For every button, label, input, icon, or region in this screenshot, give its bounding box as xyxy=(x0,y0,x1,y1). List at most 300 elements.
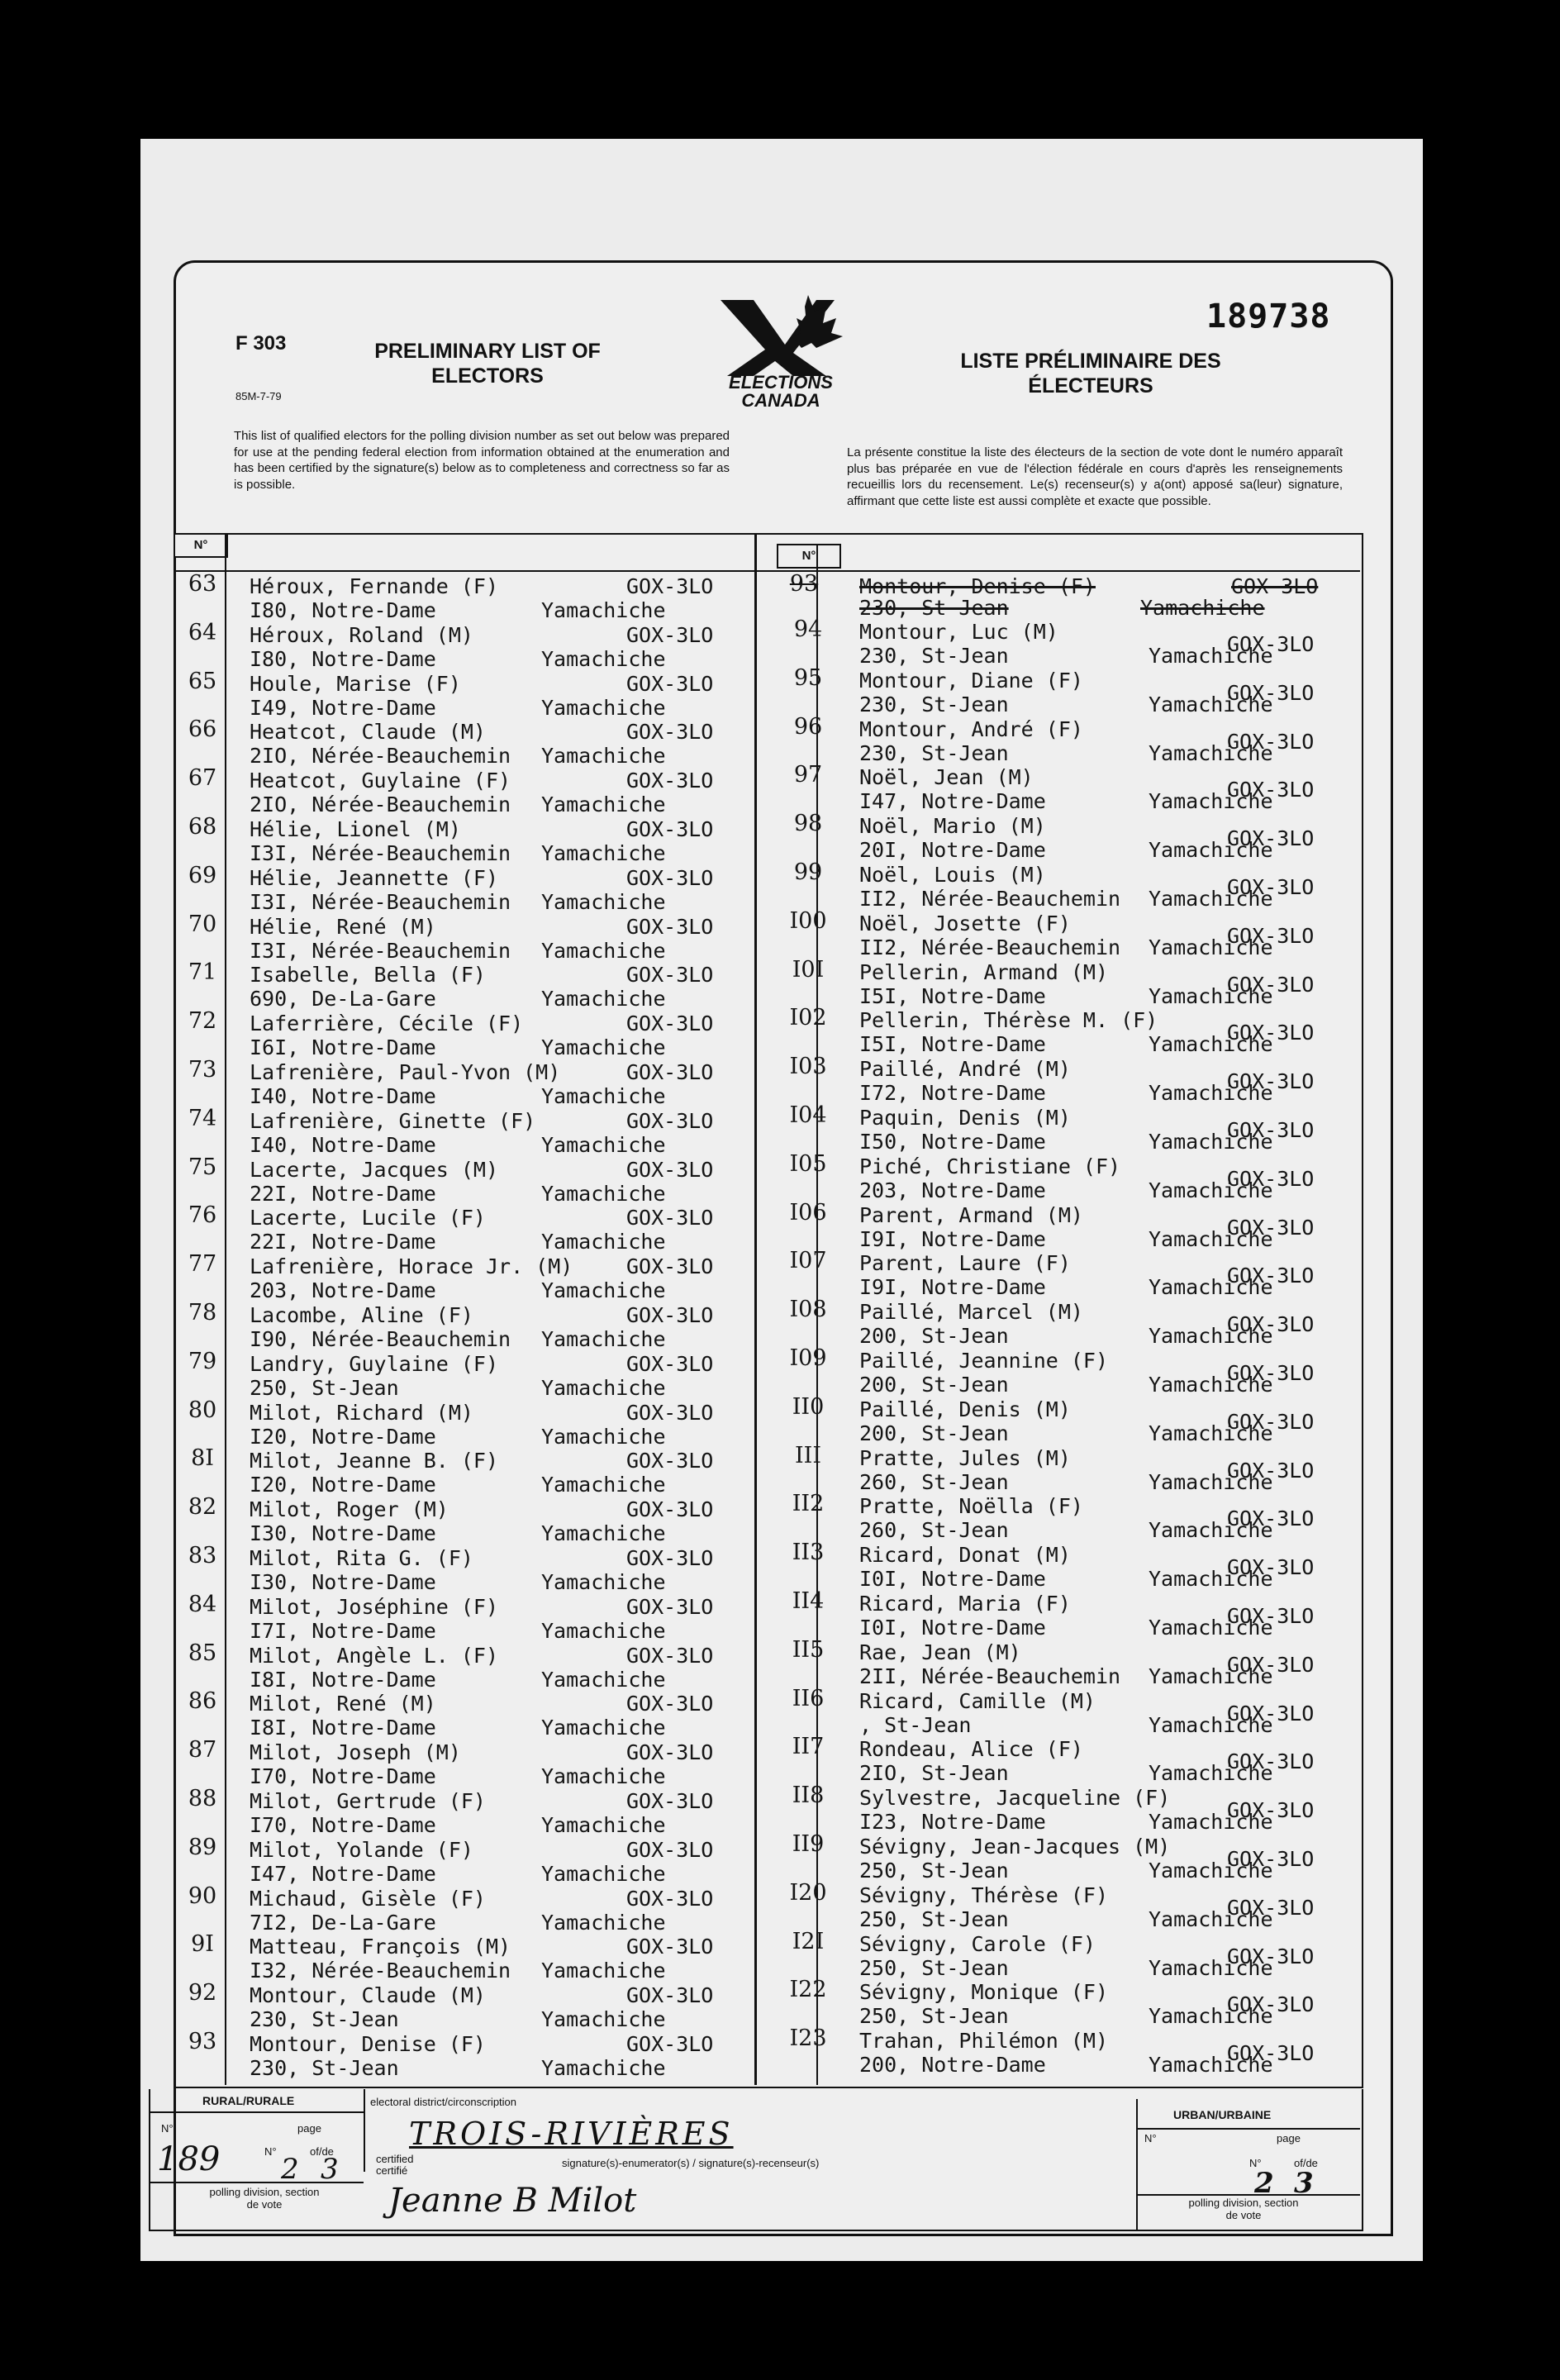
entry-number: II3 xyxy=(792,1540,825,1566)
urban-label: URBAN/URBAINE xyxy=(1173,2108,1272,2121)
street-address: , St-Jean xyxy=(859,1712,972,1737)
entry-number: I07 xyxy=(789,1248,827,1274)
street-address: I49, Notre-Dame xyxy=(250,695,436,720)
postal-code: GOX-3LO xyxy=(626,1594,714,1619)
elector-name: Montour, Luc (M) xyxy=(859,620,1058,644)
street-address: I70, Notre-Dame xyxy=(250,1764,436,1789)
postal-code: GOX-3LO xyxy=(1227,778,1315,802)
footer-rural-divider xyxy=(364,2089,365,2172)
entry-number: I2I xyxy=(792,1928,825,1954)
town: Yamachiche xyxy=(541,744,666,769)
street-address: I90, Nérée-Beauchemin xyxy=(250,1327,511,1351)
postal-code: GOX-3LO xyxy=(626,1497,714,1522)
town: Yamachiche xyxy=(541,987,666,1011)
elector-name: Ricard, Camille (M) xyxy=(859,1688,1096,1713)
street-address: I47, Notre-Dame xyxy=(250,1861,436,1886)
elector-name: Milot, Joseph (M) xyxy=(250,1740,461,1765)
elector-name: Lacombe, Aline (F) xyxy=(250,1303,473,1327)
street-address: I9I, Notre-Dame xyxy=(859,1275,1046,1300)
street-address: 690, De-La-Gare xyxy=(250,987,436,1011)
postal-code: GOX-3LO xyxy=(626,1740,714,1765)
district-handwritten: TROIS-RIVIÈRES xyxy=(409,2116,734,2152)
left-no-header: N° xyxy=(174,533,228,558)
postal-code: GOX-3LO xyxy=(626,2032,714,2056)
right-no-header: N° xyxy=(777,544,841,569)
town: Yamachiche xyxy=(541,1667,666,1692)
entry-number: I02 xyxy=(789,1005,827,1031)
town: Yamachiche xyxy=(541,1327,666,1351)
urban-of-label: of/de xyxy=(1294,2157,1318,2169)
elector-name: Trahan, Philémon (M) xyxy=(859,2029,1109,2054)
postal-code: GOX-3LO xyxy=(626,1449,714,1473)
elector-name: Montour, André (F) xyxy=(859,716,1083,741)
street-address: I40, Notre-Dame xyxy=(250,1084,436,1108)
postal-code: GOX-3LO xyxy=(1227,1847,1315,1871)
center-divider xyxy=(754,533,757,2085)
elector-name: Milot, Angèle L. (F) xyxy=(250,1643,499,1668)
entry-number: 72 xyxy=(188,1008,217,1035)
postal-code: GOX-3LO xyxy=(626,720,714,745)
street-address: 230, St-Jean xyxy=(250,2007,399,2032)
street-address: 203, Notre-Dame xyxy=(859,1178,1046,1202)
elector-name: Sévigny, Carole (F) xyxy=(859,1931,1096,1956)
street-address: I70, Notre-Dame xyxy=(250,1813,436,1837)
postal-code: GOX-3LO xyxy=(1227,2041,1315,2066)
entry-number: 63 xyxy=(188,571,217,597)
town: Yamachiche xyxy=(1149,1761,1273,1786)
urban-page-of: 3 xyxy=(1294,2167,1314,2200)
street-address: 250, St-Jean xyxy=(859,1859,1009,1883)
town: Yamachiche xyxy=(1149,1178,1273,1202)
entry-number: 75 xyxy=(188,1154,217,1180)
entry-number: II8 xyxy=(792,1783,825,1809)
entry-number: 93 xyxy=(188,2029,217,2054)
town: Yamachiche xyxy=(1149,789,1273,814)
elector-name: Rae, Jean (M) xyxy=(859,1640,1021,1664)
entry-number: 9I xyxy=(191,1931,214,1958)
rural-polling-number: 189 xyxy=(157,2140,221,2178)
postal-code: GOX-3LO xyxy=(1227,1604,1315,1628)
elector-name: Paillé, Marcel (M) xyxy=(859,1300,1083,1325)
postal-code: GOX-3LO xyxy=(626,1643,714,1668)
street-address: 203, Notre-Dame xyxy=(250,1278,436,1303)
street-address: 200, St-Jean xyxy=(859,1324,1009,1349)
rural-page-label: page xyxy=(297,2122,321,2135)
town: Yamachiche xyxy=(541,1716,666,1740)
postal-code: GOX-3LO xyxy=(1227,1992,1315,2017)
postal-code: GOX-3LO xyxy=(626,914,714,939)
urban-page-no-label: N° xyxy=(1249,2157,1262,2169)
street-address: 200, St-Jean xyxy=(859,1421,1009,1445)
entry-number: 76 xyxy=(188,1202,217,1229)
street-address: II2, Nérée-Beauchemin xyxy=(859,887,1121,911)
elector-name: Parent, Armand (M) xyxy=(859,1202,1083,1227)
entry-number: 98 xyxy=(793,811,823,837)
postal-code: GOX-3LO xyxy=(1227,1749,1315,1774)
town: Yamachiche xyxy=(1149,1810,1273,1835)
town: Yamachiche xyxy=(541,1084,666,1108)
street-address: I20, Notre-Dame xyxy=(250,1473,436,1497)
entry-number: 99 xyxy=(793,859,823,885)
entry-number: II4 xyxy=(792,1588,825,1614)
postal-code: GOX-3LO xyxy=(1227,1798,1315,1823)
entry-number: 97 xyxy=(793,762,823,788)
urban-no-label: N° xyxy=(1144,2132,1157,2144)
entry-number: I20 xyxy=(789,1879,827,1906)
street-address: I0I, Notre-Dame xyxy=(859,1616,1046,1640)
postal-code: GOX-3LO xyxy=(626,1837,714,1862)
elector-name: Montour, Claude (M) xyxy=(250,1983,486,2008)
postal-code: GOX-3LO xyxy=(626,1011,714,1036)
town: Yamachiche xyxy=(541,695,666,720)
street-address: 200, Notre-Dame xyxy=(859,2053,1046,2078)
entry-number: 64 xyxy=(188,619,217,645)
town: Yamachiche xyxy=(1149,935,1273,959)
town: Yamachiche xyxy=(541,2007,666,2032)
entry-number: 77 xyxy=(188,1251,217,1278)
rural-of-label: of/de xyxy=(310,2145,334,2158)
town: Yamachiche xyxy=(1149,1081,1273,1106)
town: Yamachiche xyxy=(1149,2004,1273,2029)
postal-code: GOX-3LO xyxy=(1227,1361,1315,1385)
elector-name: Isabelle, Bella (F) xyxy=(250,963,486,988)
postal-code: GOX-3LO xyxy=(1227,1215,1315,1240)
street-address: I8I, Notre-Dame xyxy=(250,1667,436,1692)
elector-name: Lafrenière, Paul-Yvon (M) xyxy=(250,1060,561,1084)
signature-label: signature(s)-enumerator(s) / signature(s)-recenseur(s) xyxy=(562,2157,820,2169)
town: Yamachiche xyxy=(541,1035,666,1060)
elector-name: Sylvestre, Jacqueline (F) xyxy=(859,1786,1171,1811)
postal-code: GOX-3LO xyxy=(1227,875,1315,899)
postal-code: GOX-3LO xyxy=(626,1108,714,1133)
town: Yamachiche xyxy=(541,1132,666,1157)
street-address: 250, St-Jean xyxy=(859,2004,1009,2029)
elector-name: Ricard, Donat (M) xyxy=(859,1543,1071,1568)
street-address: I3I, Nérée-Beauchemin xyxy=(250,841,511,865)
rural-no-label: N° xyxy=(161,2122,174,2135)
town: Yamachiche xyxy=(1149,1859,1273,1883)
town: Yamachiche xyxy=(1149,1906,1273,1931)
postal-code: GOX-3LO xyxy=(1227,826,1315,851)
postal-code: GOX-3LO xyxy=(1227,1555,1315,1580)
town: Yamachiche xyxy=(1149,1664,1273,1688)
struck-street-address: 230, St-Jean xyxy=(859,596,1009,620)
town: Yamachiche xyxy=(541,1181,666,1206)
urban-polling-label: polling division, section de vote xyxy=(1188,2197,1299,2221)
logo-text-line-1: ELECTIONS xyxy=(729,372,833,393)
street-address: 250, St-Jean xyxy=(859,1906,1009,1931)
postal-code: GOX-3LO xyxy=(626,1254,714,1279)
entry-number: 67 xyxy=(188,765,217,792)
town: Yamachiche xyxy=(1149,2053,1273,2078)
elector-name: Milot, Gertrude (F) xyxy=(250,1789,486,1813)
footer-rural-header-line xyxy=(149,2111,364,2113)
entry-number: III xyxy=(795,1442,821,1468)
postal-code: GOX-3LO xyxy=(626,963,714,988)
entry-number: 82 xyxy=(188,1494,217,1521)
elector-name: Noël, Jean (M) xyxy=(859,765,1034,790)
street-address: 230, St-Jean xyxy=(250,2056,399,2080)
elector-name: Pratte, Noëlla (F) xyxy=(859,1494,1083,1519)
street-address: 250, St-Jean xyxy=(859,1955,1009,1980)
struck-town: Yamachiche xyxy=(1140,596,1265,620)
town: Yamachiche xyxy=(1149,1226,1273,1251)
elector-name: Paillé, Denis (M) xyxy=(859,1397,1071,1421)
urban-page-number: 2 xyxy=(1254,2167,1274,2200)
rural-polling-label: polling division, section de vote xyxy=(209,2186,320,2211)
postal-code: GOX-3LO xyxy=(1227,1069,1315,1094)
town: Yamachiche xyxy=(541,1473,666,1497)
town: Yamachiche xyxy=(1149,1469,1273,1494)
entry-number: 8I xyxy=(191,1445,214,1472)
street-address: II2, Nérée-Beauchemin xyxy=(859,935,1121,959)
elector-name: Heatcot, Claude (M) xyxy=(250,720,486,745)
street-address: I0I, Notre-Dame xyxy=(859,1567,1046,1592)
entry-number: 70 xyxy=(188,911,217,937)
postal-code: GOX-3LO xyxy=(626,671,714,696)
town: Yamachiche xyxy=(1149,1324,1273,1349)
street-address: I50, Notre-Dame xyxy=(859,1130,1046,1154)
postal-code: GOX-3LO xyxy=(1227,1652,1315,1677)
elector-name: Sévigny, Jean-Jacques (M) xyxy=(859,1835,1171,1859)
elector-name: Milot, Joséphine (F) xyxy=(250,1594,499,1619)
town: Yamachiche xyxy=(541,1424,666,1449)
entry-number: 84 xyxy=(188,1591,217,1617)
entry-number: II6 xyxy=(792,1685,825,1711)
entry-number: 92 xyxy=(188,1980,217,2006)
street-address: I40, Notre-Dame xyxy=(250,1132,436,1157)
entry-number: I0I xyxy=(792,956,825,983)
street-address: I6I, Notre-Dame xyxy=(250,1035,436,1060)
town: Yamachiche xyxy=(541,938,666,963)
entry-number: 94 xyxy=(793,616,823,642)
town: Yamachiche xyxy=(1149,838,1273,863)
entry-number: 65 xyxy=(188,668,217,694)
entry-number: I09 xyxy=(789,1345,827,1371)
town: Yamachiche xyxy=(1149,1275,1273,1300)
street-address: I7I, Notre-Dame xyxy=(250,1618,436,1643)
street-address: 260, St-Jean xyxy=(859,1518,1009,1543)
entry-number: II5 xyxy=(792,1636,825,1663)
elector-name: Landry, Guylaine (F) xyxy=(250,1351,499,1376)
entry-number: 95 xyxy=(793,664,823,691)
town: Yamachiche xyxy=(541,1959,666,1983)
table-header-line xyxy=(174,570,1360,572)
town: Yamachiche xyxy=(541,1618,666,1643)
postal-code: GOX-3LO xyxy=(626,622,714,647)
logo-text-line-2: CANADA xyxy=(741,390,820,411)
street-address: 2IO, Nérée-Beauchemin xyxy=(250,744,511,769)
town: Yamachiche xyxy=(541,1861,666,1886)
entry-number: 66 xyxy=(188,716,217,743)
street-address: 230, St-Jean xyxy=(859,644,1009,668)
elector-name: Montour, Denise (F) xyxy=(250,2032,486,2056)
postal-code: GOX-3LO xyxy=(626,1157,714,1182)
certified-label: certified certifié xyxy=(376,2153,414,2177)
street-address: I32, Nérée-Beauchemin xyxy=(250,1959,511,1983)
street-address: I80, Notre-Dame xyxy=(250,646,436,671)
elector-name: Paillé, Jeannine (F) xyxy=(859,1349,1109,1373)
rural-page-no-label: N° xyxy=(264,2145,277,2158)
town: Yamachiche xyxy=(541,2056,666,2080)
elector-name: Milot, René (M) xyxy=(250,1692,436,1716)
footer-urban-divider xyxy=(1136,2099,1138,2230)
street-address: I30, Notre-Dame xyxy=(250,1521,436,1546)
postal-code: GOX-3LO xyxy=(1227,1507,1315,1531)
postal-code: GOX-3LO xyxy=(1227,1944,1315,1968)
elector-name: Milot, Yolande (F) xyxy=(250,1837,473,1862)
town: Yamachiche xyxy=(541,1570,666,1594)
postal-code: GOX-3LO xyxy=(1227,632,1315,656)
street-address: I8I, Notre-Dame xyxy=(250,1716,436,1740)
rural-page-of: 3 xyxy=(321,2153,339,2186)
entry-number: 89 xyxy=(188,1834,217,1860)
entry-number: II0 xyxy=(792,1393,825,1420)
elector-name: Sévigny, Monique (F) xyxy=(859,1980,1109,2005)
postal-code: GOX-3LO xyxy=(626,1060,714,1084)
rural-label: RURAL/RURALE xyxy=(202,2094,295,2107)
postal-code: GOX-3LO xyxy=(1227,1458,1315,1483)
postal-code: GOX-3LO xyxy=(626,1303,714,1327)
entry-number: 85 xyxy=(188,1640,217,1666)
postal-code: GOX-3LO xyxy=(626,1206,714,1230)
elector-name: Lafrenière, Horace Jr. (M) xyxy=(250,1254,573,1279)
elector-name: Sévigny, Thérèse (F) xyxy=(859,1883,1109,1907)
postal-code: GOX-3LO xyxy=(1227,1312,1315,1337)
street-address: 2II, Nérée-Beauchemin xyxy=(859,1664,1121,1688)
entry-number: I00 xyxy=(789,907,827,934)
street-address: I3I, Nérée-Beauchemin xyxy=(250,938,511,963)
elector-name: Noël, Josette (F) xyxy=(859,911,1071,935)
postal-code: GOX-3LO xyxy=(626,817,714,841)
title-french: LISTE PRÉLIMINAIRE DES ÉLECTEURS xyxy=(960,350,1221,397)
elector-name: Noël, Louis (M) xyxy=(859,863,1046,887)
street-address: 22I, Notre-Dame xyxy=(250,1181,436,1206)
elector-name: Lafrenière, Ginette (F) xyxy=(250,1108,536,1133)
street-address: I80, Notre-Dame xyxy=(250,598,436,622)
entry-number: 79 xyxy=(188,1348,217,1374)
enumerator-signature: Jeanne B Milot xyxy=(388,2182,637,2220)
elector-name: Noël, Mario (M) xyxy=(859,814,1046,839)
street-address: I3I, Nérée-Beauchemin xyxy=(250,889,511,914)
postal-code: GOX-3LO xyxy=(626,1546,714,1570)
elector-name: Lacerte, Jacques (M) xyxy=(250,1157,499,1182)
elector-name: Milot, Roger (M) xyxy=(250,1497,449,1522)
town: Yamachiche xyxy=(1149,887,1273,911)
town: Yamachiche xyxy=(541,1375,666,1400)
postal-code: GOX-3LO xyxy=(626,1400,714,1425)
street-address: I72, Notre-Dame xyxy=(859,1081,1046,1106)
elector-name: Matteau, François (M) xyxy=(250,1935,511,1959)
logo-caption xyxy=(698,374,863,410)
elector-name: Pellerin, Armand (M) xyxy=(859,959,1109,984)
intro-french: La présente constitue la liste des électeurs de la section de vote dont le numéro apparaît plus bas préparée en vue de l'élection fédérale en cours d'après les renseignements recueillis lors du recensement. Le(s) recenseur(s) y a(ont) apposé sa(leur) signature, affirmant que cette liste est aussi complète et exacte que possible. xyxy=(847,445,1343,508)
town: Yamachiche xyxy=(1149,1616,1273,1640)
elector-name: Montour, Diane (F) xyxy=(859,668,1083,693)
postal-code: GOX-3LO xyxy=(1227,680,1315,705)
elector-name: Hélie, René (M) xyxy=(250,914,436,939)
rural-page-number: 2 xyxy=(281,2153,299,2186)
postal-code: GOX-3LO xyxy=(626,1983,714,2008)
elector-name: Ricard, Maria (F) xyxy=(859,1592,1071,1616)
town: Yamachiche xyxy=(541,1278,666,1303)
elector-name: Piché, Christiane (F) xyxy=(859,1154,1121,1178)
postal-code: GOX-3LO xyxy=(1227,1166,1315,1191)
footer-urban-bottom-line xyxy=(1136,2194,1360,2196)
town: Yamachiche xyxy=(1149,1032,1273,1057)
street-address: I23, Notre-Dame xyxy=(859,1810,1046,1835)
entry-number: II7 xyxy=(792,1734,825,1760)
street-address: I30, Notre-Dame xyxy=(250,1570,436,1594)
elector-name: Pellerin, Thérèse M. (F) xyxy=(859,1008,1158,1033)
town: Yamachiche xyxy=(1149,1130,1273,1154)
entry-number: 86 xyxy=(188,1688,217,1715)
town: Yamachiche xyxy=(1149,1518,1273,1543)
entry-number: I03 xyxy=(789,1054,827,1080)
street-address: 2IO, Nérée-Beauchemin xyxy=(250,793,511,817)
postal-code: GOX-3LO xyxy=(626,769,714,793)
elector-name: Paillé, André (M) xyxy=(859,1057,1071,1082)
elector-name: Milot, Jeanne B. (F) xyxy=(250,1449,499,1473)
street-address: I5I, Notre-Dame xyxy=(859,983,1046,1008)
postal-code: GOX-3LO xyxy=(626,1935,714,1959)
town: Yamachiche xyxy=(541,1813,666,1837)
elector-name: Michaud, Gisèle (F) xyxy=(250,1886,486,1911)
elector-name: Héroux, Roland (M) xyxy=(250,622,473,647)
postal-code: GOX-3LO xyxy=(1227,972,1315,997)
postal-code: GOX-3LO xyxy=(1227,1021,1315,1045)
street-address: 260, St-Jean xyxy=(859,1469,1009,1494)
town: Yamachiche xyxy=(541,1521,666,1546)
town: Yamachiche xyxy=(541,1764,666,1789)
postal-code: GOX-3LO xyxy=(626,1789,714,1813)
entry-number: 80 xyxy=(188,1397,217,1423)
postal-code: GOX-3LO xyxy=(1227,1701,1315,1726)
elector-name: Milot, Rita G. (F) xyxy=(250,1546,473,1570)
town: Yamachiche xyxy=(1149,1712,1273,1737)
intro-english: This list of qualified electors for the polling division number as set out below was prepared for use at the pending federal election from information obtained at the enumeration and has been certified by the signature(s) below as to completeness and correctness so far as is possible. xyxy=(234,429,730,492)
entry-number: 87 xyxy=(188,1737,217,1764)
elector-name: Lacerte, Lucile (F) xyxy=(250,1206,486,1230)
town: Yamachiche xyxy=(1149,1421,1273,1445)
postal-code: GOX-3LO xyxy=(1227,1409,1315,1434)
entry-number: I04 xyxy=(789,1102,827,1128)
entry-number: 69 xyxy=(188,862,217,888)
elector-name: Houle, Marise (F) xyxy=(250,671,461,696)
postal-code: GOX-3LO xyxy=(626,574,714,598)
elector-name: Laferrière, Cécile (F) xyxy=(250,1011,524,1036)
street-address: 22I, Notre-Dame xyxy=(250,1230,436,1254)
town: Yamachiche xyxy=(541,793,666,817)
entry-number: 68 xyxy=(188,814,217,840)
entry-number: I23 xyxy=(789,2025,827,2052)
street-address: 20I, Notre-Dame xyxy=(859,838,1046,863)
postal-code: GOX-3LO xyxy=(1227,1895,1315,1920)
postal-code: GOX-3LO xyxy=(1227,1264,1315,1288)
town: Yamachiche xyxy=(1149,692,1273,716)
entry-number: 78 xyxy=(188,1300,217,1326)
footer-urban-header-line xyxy=(1136,2128,1360,2130)
town: Yamachiche xyxy=(1149,1955,1273,1980)
postal-code: GOX-3LO xyxy=(1227,729,1315,754)
entry-number: 96 xyxy=(793,713,823,740)
elector-name: Milot, Richard (M) xyxy=(250,1400,473,1425)
street-address: 200, St-Jean xyxy=(859,1373,1009,1397)
street-address: 2IO, St-Jean xyxy=(859,1761,1009,1786)
street-address: I20, Notre-Dame xyxy=(250,1424,436,1449)
entry-number: I08 xyxy=(789,1297,827,1323)
town: Yamachiche xyxy=(1149,740,1273,765)
